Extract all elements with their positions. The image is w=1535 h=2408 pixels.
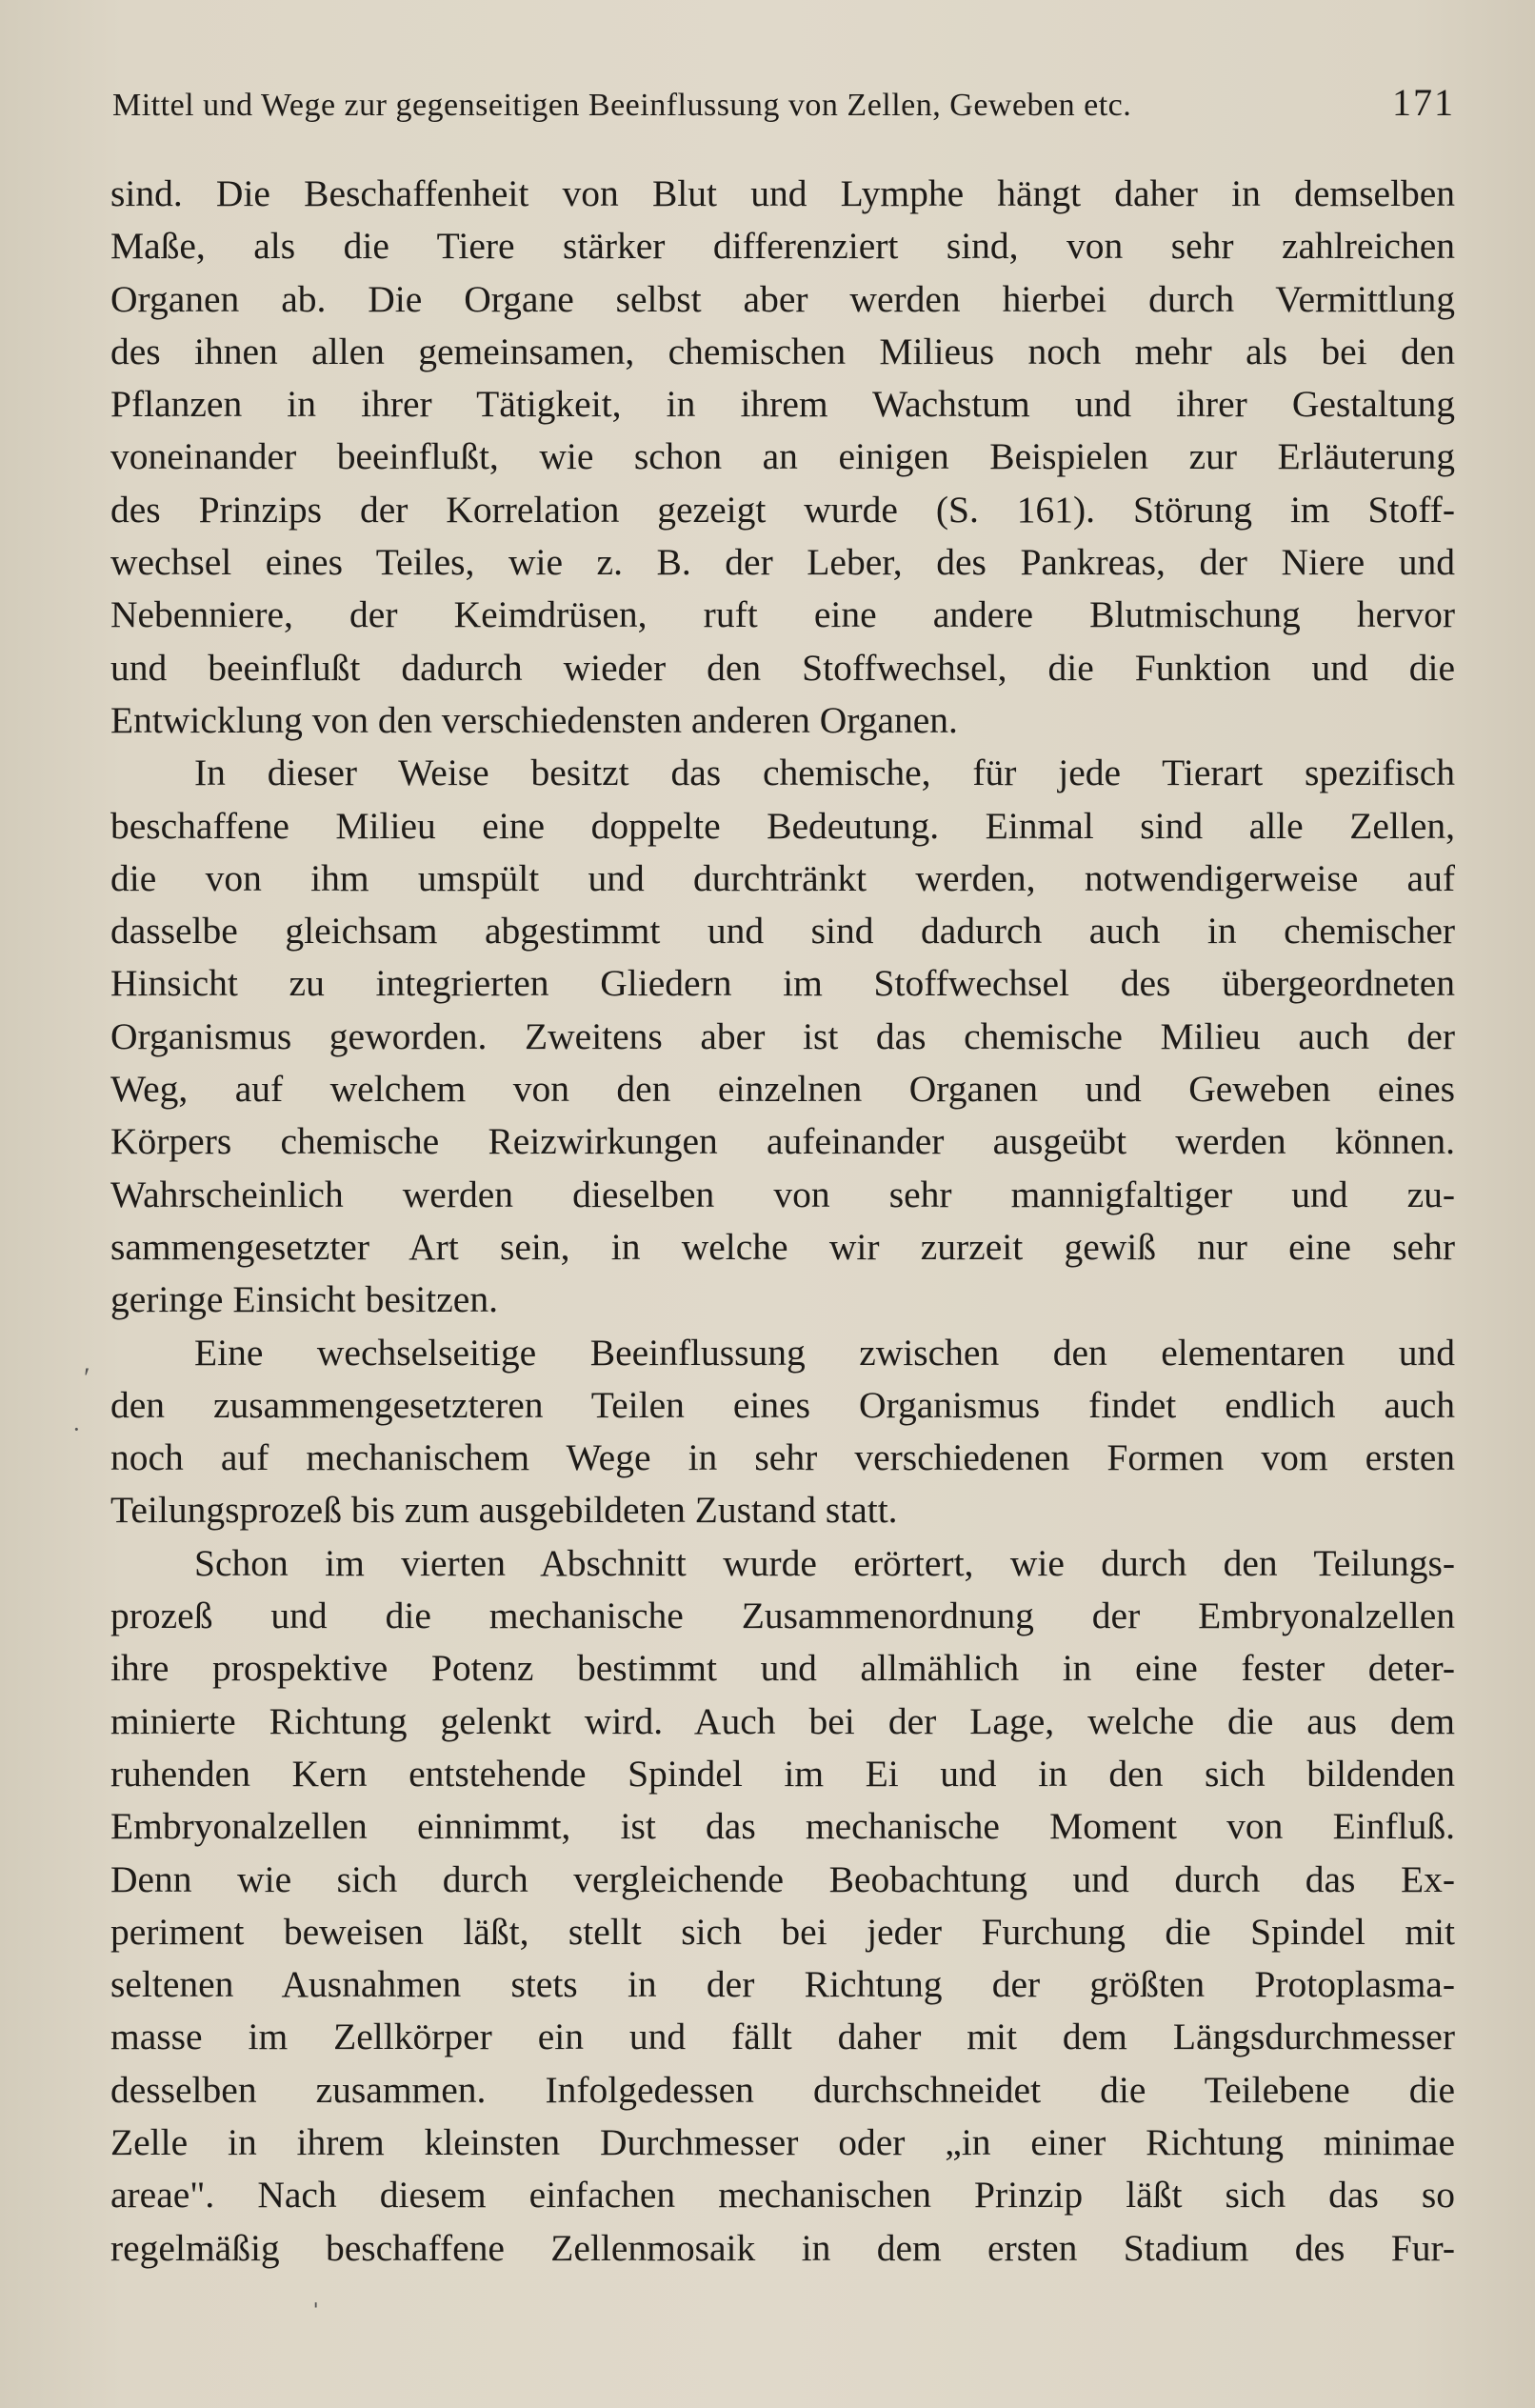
text-line: Embryonalzellen einnimmt, ist das mechanische Moment von Einfluß. [110,1805,1455,1848]
text-line: ruhenden Kern entstehende Spindel im Ei und in den sich bildenden [110,1752,1455,1795]
text-line: areae". Nach diesem einfachen mechanischen Prinzip läßt sich das so [110,2174,1455,2217]
body-text [110,168,1455,2275]
text-line: Entwicklung von den verschiedensten anderen Organen. [110,698,958,741]
page-number: 171 [1392,81,1455,124]
text-line: Teilungsprozeß bis zum ausgebildeten Zustand statt. [110,1489,898,1532]
text-line: ihre prospektive Potenz bestimmt und allmählich in eine fester deter- [110,1647,1455,1690]
text-line: Wahrscheinlich werden dieselben von sehr mannigfaltiger und zu- [110,1173,1455,1215]
text-line: voneinander beeinflußt, wie schon an einigen Beispielen zur Erläuterung [110,435,1455,478]
text-line: regelmäßig beschaffene Zellenmosaik in dem ersten Stadium des Fur- [110,2226,1455,2269]
text-line: In dieser Weise besitzt das chemische, für jede Tierart spezifisch [194,752,1455,794]
text-line: beschaffene Milieu eine doppelte Bedeutung. Einmal sind alle Zellen, [110,804,1455,847]
text-line: Organen ab. Die Organe selbst aber werden hierbei durch Vermittlung [110,277,1455,320]
text-line: den zusammengesetzteren Teilen eines Organismus findet endlich auch [110,1383,1455,1426]
text-line: Maße, als die Tiere stärker differenziert sind, von sehr zahlreichen [110,225,1455,268]
text-line: desselben zusammen. Infolgedessen durchschneidet die Teilebene die [110,2068,1455,2111]
text-line: Körpers chemische Reizwirkungen aufeinander ausgeübt werden können. [110,1120,1455,1163]
text-line: Weg, auf welchem von den einzelnen Organen und Geweben eines [110,1068,1455,1111]
text-line: Denn wie sich durch vergleichende Beobachtung und durch das Ex- [110,1857,1455,1900]
text-line: Schon im vierten Abschnitt wurde erörtert, wie durch den Teilungs- [194,1541,1455,1584]
text-line: minierte Richtung gelenkt wird. Auch bei der Lage, welche die aus dem [110,1699,1455,1742]
text-line: geringe Einsicht besitzen. [110,1278,498,1321]
pencil-mark: ′ [84,1362,90,1394]
text-line: Pflanzen in ihrer Tätigkeit, in ihrem Wachstum und ihrer Gestaltung [110,383,1455,426]
text-line: Eine wechselseitige Beeinflussung zwischen den elementaren und [194,1331,1455,1374]
running-title: Mittel und Wege zur gegenseitigen Beeinflussung von Zellen, Geweben etc. [112,88,1132,123]
text-line: und beeinflußt dadurch wieder den Stoffwechsel, die Funktion und die [110,646,1455,689]
text-line: Organismus geworden. Zweitens aber ist das chemische Milieu auch der [110,1014,1455,1057]
text-line: dasselbe gleichsam abgestimmt und sind dadurch auch in chemischer [110,910,1455,953]
text-line: wechsel eines Teiles, wie z. B. der Leber, des Pankreas, der Niere und [110,541,1455,584]
text-line: masse im Zellkörper ein und fällt daher mit dem Längsdurchmesser [110,2016,1455,2058]
text-line: des Prinzips der Korrelation gezeigt wurde (S. 161). Störung im Stoff- [110,488,1455,531]
text-line: prozeß und die mechanische Zusammenordnung der Embryonalzellen [110,1595,1455,1637]
text-line: noch auf mechanischem Wege in sehr verschiedenen Formen vom ersten [110,1436,1455,1479]
running-head [112,80,1455,137]
text-line: sind. Die Beschaffenheit von Blut und Lymphe hängt daher in demselben [110,172,1455,214]
text-line: Hinsicht zu integrierten Gliedern im Stoffwechsel des übergeordneten [110,962,1455,1005]
text-line: sammengesetzter Art sein, in welche wir zurzeit gewiß nur eine sehr [110,1225,1455,1268]
text-line: Zelle in ihrem kleinsten Durchmesser oder „in einer Richtung minimae [110,2120,1455,2163]
text-line: periment beweisen läßt, stellt sich bei jeder Furchung die Spindel mit [110,1910,1455,1953]
pencil-stroke: ˈ [310,2298,322,2333]
text-line: die von ihm umspült und durchtränkt werden, notwendigerweise auf [110,856,1455,899]
text-line: des ihnen allen gemeinsamen, chemischen Milieus noch mehr als bei den [110,330,1455,372]
text-line: Nebenniere, der Keimdrüsen, ruft eine andere Blutmischung hervor [110,593,1455,636]
pencil-dot: · [72,1415,81,1443]
text-line: seltenen Ausnahmen stets in der Richtung der größten Protoplasma- [110,1963,1455,2006]
